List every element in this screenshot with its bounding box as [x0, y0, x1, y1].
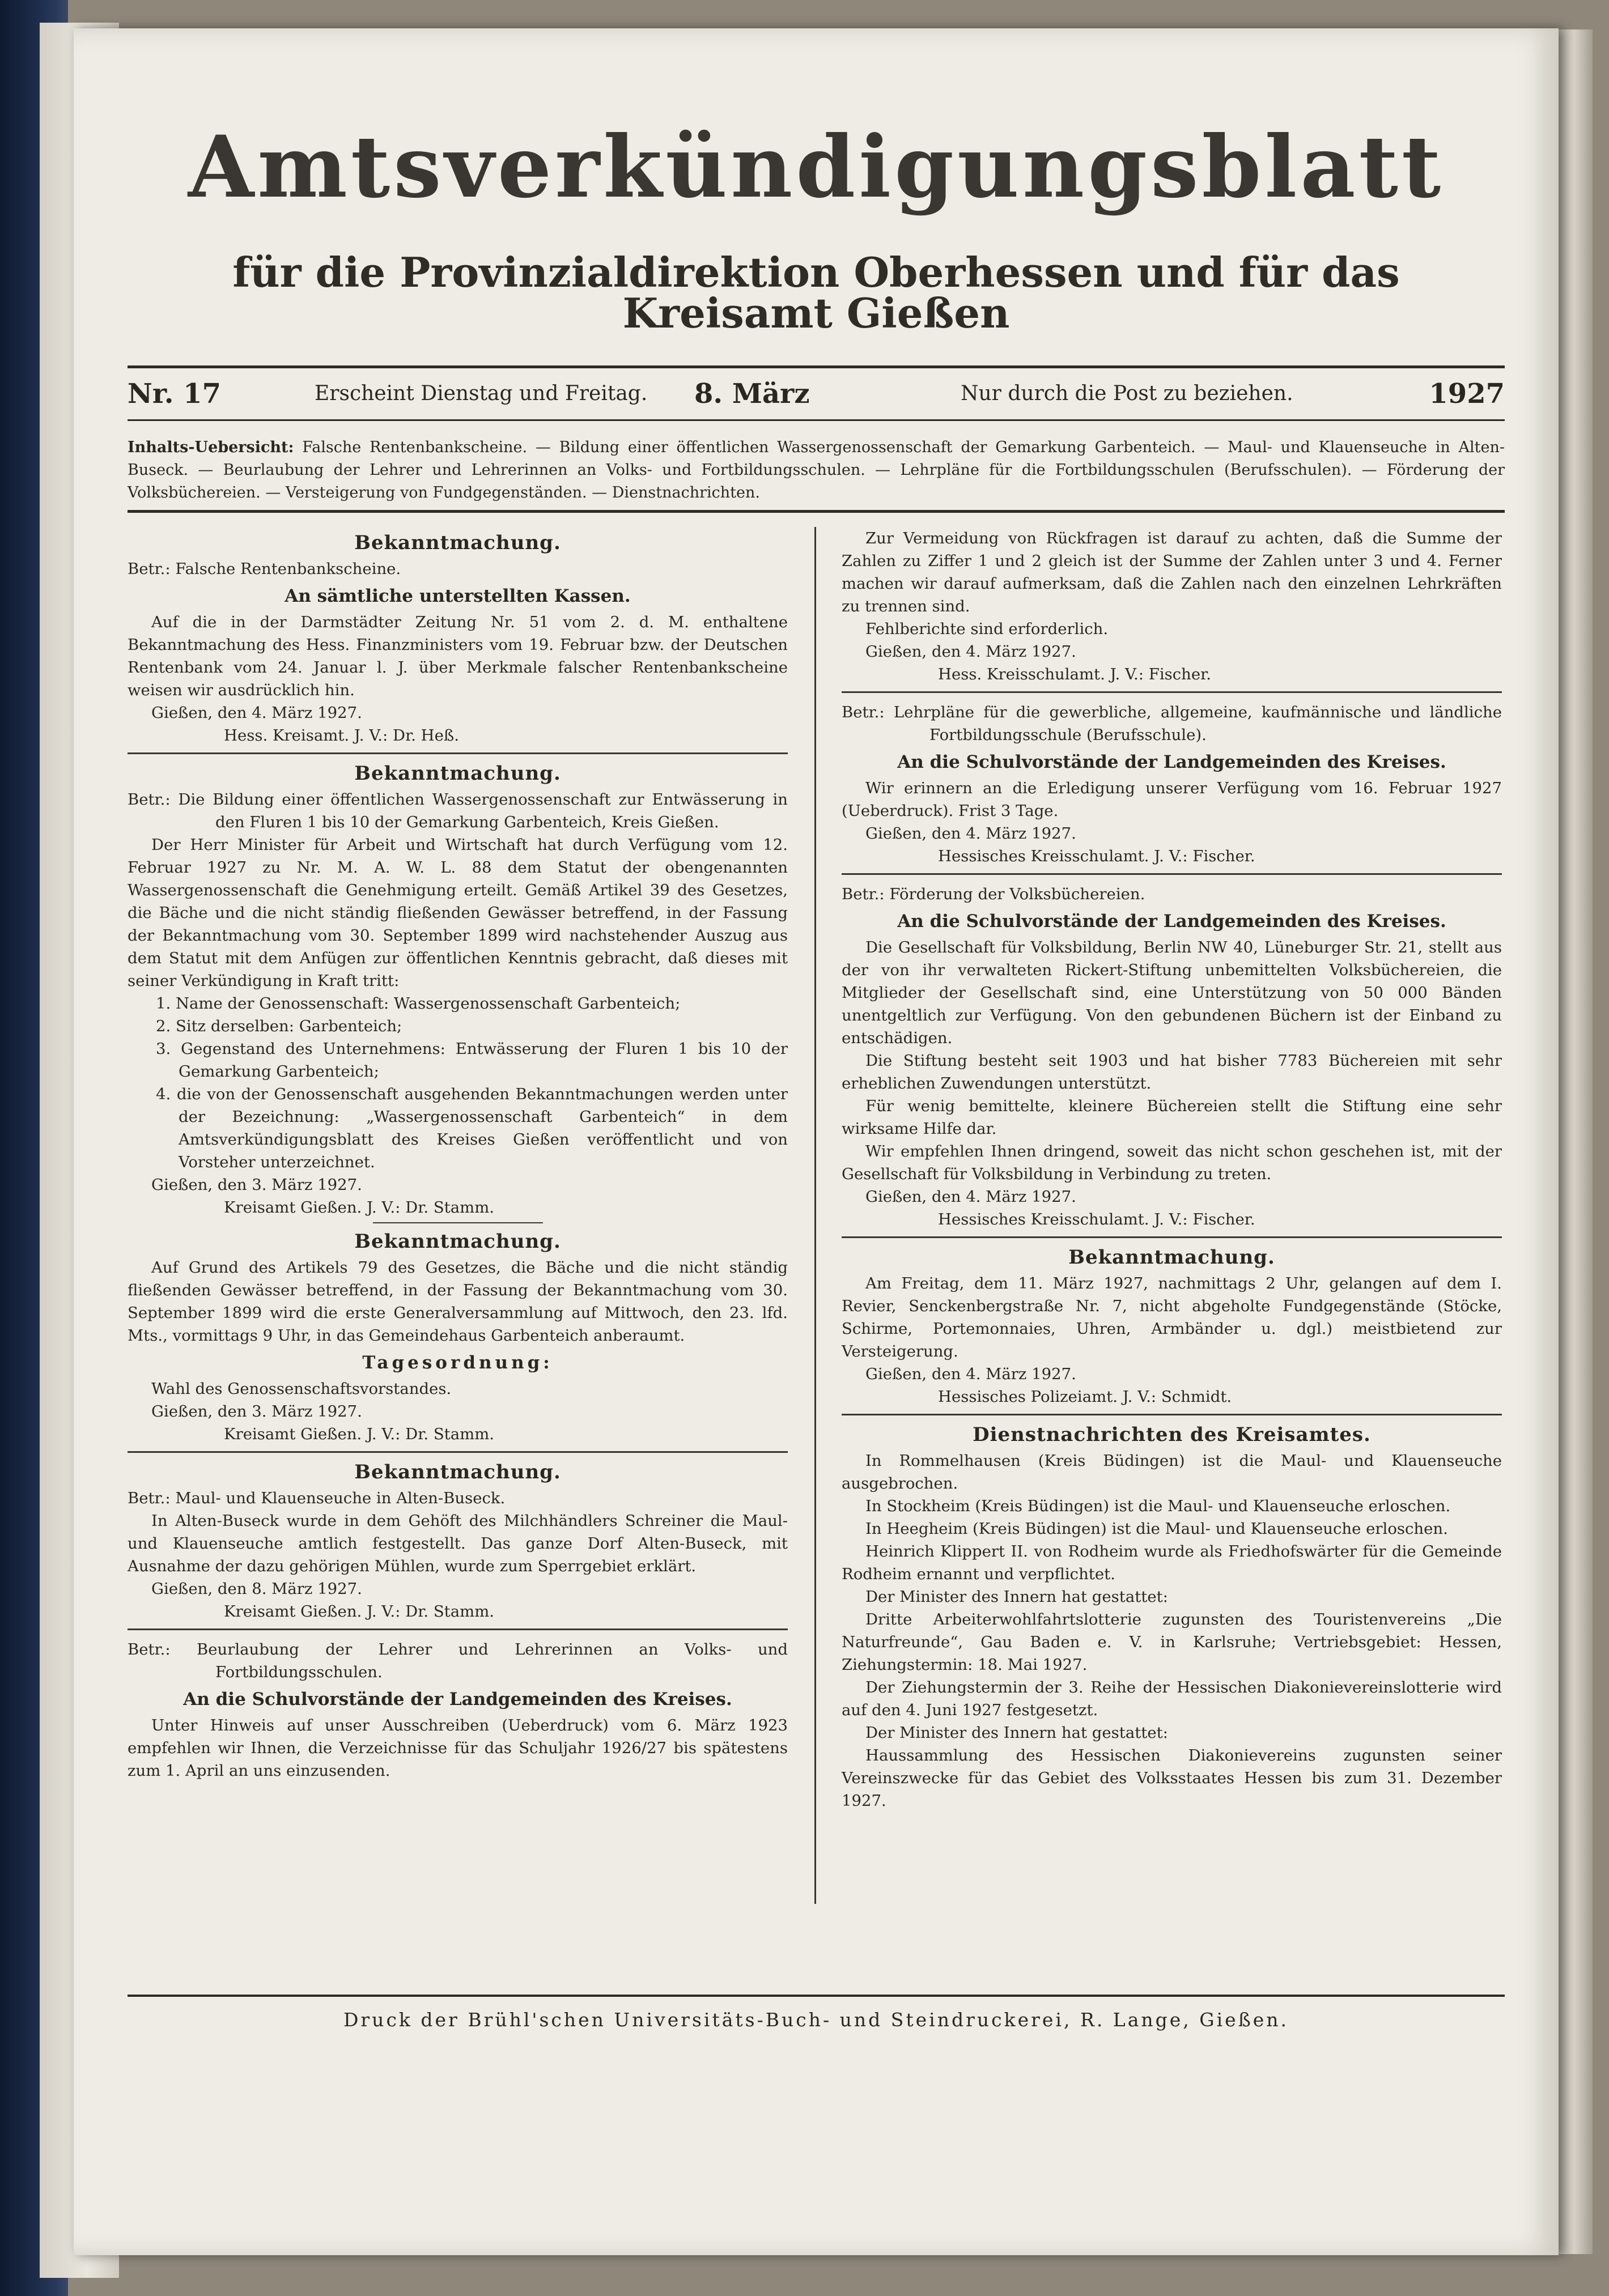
article-place-date: Gießen, den 4. März 1927.: [865, 824, 1076, 843]
footer-rule: [128, 1995, 1505, 1997]
article-rule: [842, 1236, 1502, 1238]
article-body: Zur Vermeidung von Rückfragen ist darauf zu achten, daß die Summe der Zahlen zu Ziffer 1 und 2 gleich ist der Summe der Zahlen unter 3 und 4. Ferner machen wir darauf aufmerksam, daß die Zahlen nach den einzelnen Lehrkräften zu trennen sind.: [842, 529, 1502, 615]
short-rule: [373, 1222, 543, 1223]
page-stack-edge: [1556, 29, 1593, 2254]
article-signature: Hess. Kreisschulamt. J. V.: Fischer.: [938, 665, 1211, 683]
article-rule: [842, 1414, 1502, 1415]
article-body: Dritte Arbeiterwohlfahrtslotterie zugunsten des Touristenvereins „Die Naturfreunde“, Gau Baden e. V. in Karlsruhe; Vertriebsgebiet: Hessen, Ziehungstermin: 18. Mai 1927.: [842, 1610, 1502, 1674]
list-item: In Heegheim (Kreis Büdingen) ist die Maul- und Klauenseuche erloschen.: [865, 1520, 1448, 1538]
list-item: In Rommelhausen (Kreis Büdingen) ist die Maul- und Klauenseuche ausgebrochen.: [842, 1452, 1502, 1493]
article-signature: Hessisches Polizeiamt. J. V.: Schmidt.: [938, 1388, 1232, 1406]
article-body: Unter Hinweis auf unser Ausschreiben (Ueberdruck) vom 6. März 1923 empfehlen wir Ihnen, die Verzeichnisse für das Schuljahr 1926/27 bis spätestens zum 1. April an uns einzusenden.: [128, 1716, 788, 1780]
article-rule: [128, 1451, 788, 1453]
article-subject: Betr.: Maul- und Klauenseuche in Alten-Buseck.: [128, 1489, 506, 1507]
article-subject: Betr.: Beurlaubung der Lehrer und Lehrerinnen an Volks- und Fortbildungsschulen.: [128, 1640, 788, 1681]
article-place-date: Gießen, den 4. März 1927.: [865, 1365, 1076, 1383]
article-signature: Kreisamt Gießen. J. V.: Dr. Stamm.: [224, 1198, 495, 1217]
article-subject: Betr.: Lehrpläne für die gewerbliche, allgemeine, kaufmännische und ländliche Fortbildungsschule (Berufsschule).: [842, 703, 1502, 744]
article-subject: Betr.: Förderung der Volksbüchereien.: [842, 885, 1145, 903]
article-heading: Bekanntmachung.: [354, 1230, 561, 1253]
issue-line: [128, 374, 1505, 414]
issue-schedule: Erscheint Dienstag und Freitag.: [315, 382, 648, 405]
article-addressee: An die Schulvorstände der Landgemeinden des Kreises.: [183, 1689, 732, 1710]
article-heading: Dienstnachrichten des Kreisamtes.: [973, 1423, 1371, 1446]
list-item: 4. die von der Genossenschaft ausgehenden Bekanntmachungen werden unter der Bezeichnung: „Wassergenossenschaft Garbenteich“ in dem Amtsverkündigungsblatt des Kreises Gießen veröffentlicht und von Vorsteher unterzeichnet.: [156, 1085, 788, 1171]
left-column: [128, 527, 788, 1782]
masthead-subtitle: für die Provinzialdirektion Oberhessen und für das Kreisamt Gießen: [232, 248, 1400, 337]
article-note: Fehlberichte sind erforderlich.: [865, 620, 1109, 638]
article-addressee: An die Schulvorstände der Landgemeinden des Kreises.: [897, 911, 1446, 932]
article-place-date: Gießen, den 4. März 1927.: [865, 1188, 1076, 1206]
masthead-title: Amtsverkündigungsblatt: [188, 117, 1445, 217]
article-heading: Bekanntmachung.: [1068, 1246, 1275, 1269]
agenda-text: Wahl des Genossenschaftsvorstandes.: [151, 1380, 452, 1398]
agenda-heading: Tagesordnung:: [362, 1353, 553, 1373]
list-item: 2. Sitz derselben: Garbenteich;: [156, 1017, 402, 1035]
issue-year: 1927: [1429, 378, 1505, 410]
article-rule: [128, 752, 788, 754]
article-place-date: Gießen, den 3. März 1927.: [151, 1176, 362, 1194]
article-rule: [842, 873, 1502, 875]
masthead-rule: [128, 365, 1505, 368]
column-divider: [814, 527, 816, 1904]
minister-note: Der Minister des Innern hat gestattet:: [865, 1588, 1168, 1606]
article-signature: Hessisches Kreisschulamt. J. V.: Fischer.: [938, 847, 1255, 865]
article-signature: Kreisamt Gießen. J. V.: Dr. Stamm.: [224, 1425, 495, 1443]
article-place-date: Gießen, den 4. März 1927.: [865, 643, 1076, 661]
article-place-date: Gießen, den 8. März 1927.: [151, 1580, 362, 1598]
article-heading: Bekanntmachung.: [354, 1461, 561, 1483]
article-signature: Hess. Kreisamt. J. V.: Dr. Heß.: [224, 726, 460, 745]
article-place-date: Gießen, den 3. März 1927.: [151, 1402, 362, 1421]
article-body: Wir erinnern an die Erledigung unserer Verfügung vom 16. Februar 1927 (Ueberdruck). Frist 3 Tage.: [842, 779, 1502, 820]
article-heading: Bekanntmachung.: [354, 762, 561, 785]
toc-label: Inhalts-Uebersicht:: [128, 439, 294, 456]
issue-delivery: Nur durch die Post zu beziehen.: [961, 382, 1293, 405]
article-body: Auf Grund des Artikels 79 des Gesetzes, die Bäche und die nicht ständig fließenden Gewässer betreffend, in der Fassung der Bekanntmachung vom 30. September 1899 wird die erste Generalversammlung auf Mittwoch, den 23. lfd. Mts., vormittags 9 Uhr, in das Gemeindehaus Garbenteich anberaumt.: [128, 1258, 788, 1345]
table-of-contents: [128, 436, 1505, 504]
issue-date: 8. März: [694, 378, 810, 410]
list-item: In Stockheim (Kreis Büdingen) ist die Maul- und Klauenseuche erloschen.: [865, 1497, 1451, 1515]
article-addressee: An die Schulvorstände der Landgemeinden des Kreises.: [897, 752, 1446, 772]
list-item: 1. Name der Genossenschaft: Wassergenossenschaft Garbenteich;: [156, 994, 681, 1013]
article-body: Für wenig bemittelte, kleinere Büchereien stellt die Stiftung eine sehr wirksame Hilfe dar.: [842, 1097, 1502, 1138]
article-body: In Alten-Buseck wurde in dem Gehöft des Milchhändlers Schreiner die Maul- und Klauenseuche amtlich festgestellt. Das ganze Dorf Alten-Buseck, mit Ausnahme der dazu gehörigen Mühlen, wurde zum Sperrgebiet erklärt.: [128, 1512, 788, 1575]
article-signature: Kreisamt Gießen. J. V.: Dr. Stamm.: [224, 1602, 495, 1621]
newspaper-page: [74, 28, 1559, 2255]
article-subject: Betr.: Die Bildung einer öffentlichen Wassergenossenschaft zur Entwässerung in den Fluren 1 bis 10 der Gemarkung Garbenteich, Kreis Gießen.: [128, 790, 788, 831]
printer-imprint: Druck der Brühl'schen Universitäts-Buch- und Steindruckerei, R. Lange, Gießen.: [343, 2009, 1289, 2031]
article-body: Wir empfehlen Ihnen dringend, soweit das nicht schon geschehen ist, mit der Gesellschaft für Volksbildung in Verbindung zu treten.: [842, 1142, 1502, 1183]
article-rule: [842, 691, 1502, 693]
article-body: Am Freitag, dem 11. März 1927, nachmittags 2 Uhr, gelangen auf dem I. Revier, Senckenbergstraße Nr. 7, nicht abgeholte Fundgegenstände (Stöcke, Schirme, Portemonnaies, Uhren, Armbänder u. dgl.) meistbietend zur Versteigerung.: [842, 1274, 1502, 1360]
article-body: Die Gesellschaft für Volksbildung, Berlin NW 40, Lüneburger Str. 21, stellt aus der von ihr verwalteten Rickert-Stiftung unbemittelten Volksbüchereien, die Mitglieder der Gesellschaft sind, eine Unterstützung von 50 000 Bänden unentgeltlich zur Verfügung. Von den gebundenen Büchern ist der Einband zu entschädigen.: [842, 938, 1502, 1047]
toc-rule: [128, 510, 1505, 513]
article-addressee: An sämtliche unterstellten Kassen.: [285, 586, 631, 606]
article-body: Haussammlung des Hessischen Diakonievereins zugunsten seiner Vereinszwecke für das Gebiet des Volksstaates Hessen bis zum 31. Dezember 1927.: [842, 1746, 1502, 1810]
issue-number: Nr. 17: [128, 378, 221, 410]
article-signature: Hessisches Kreisschulamt. J. V.: Fischer.: [938, 1210, 1255, 1228]
toc-text: Falsche Rentenbankscheine. — Bildung einer öffentlichen Wassergenossenschaft der Gemarkung Garbenteich. — Maul- und Klauenseuche in Alten-Buseck. — Beurlaubung der Lehrer und Lehrerinnen an Volks- und Fortbildungsschulen. — Lehrpläne für die Fortbildungsschulen (Berufsschulen). — Förderung der Volksbüchereien. — Versteigerung von Fundgegenständen. — Dienstnachrichten.: [128, 439, 1505, 501]
article-body: Die Stiftung besteht seit 1903 und hat bisher 7783 Büchereien mit sehr erheblichen Zuwendungen unterstützt.: [842, 1052, 1502, 1092]
article-subject: Betr.: Falsche Rentenbankscheine.: [128, 560, 401, 578]
list-item: 3. Gegenstand des Unternehmens: Entwässerung der Fluren 1 bis 10 der Gemarkung Garbenteich;: [156, 1040, 788, 1081]
article-body: Der Herr Minister für Arbeit und Wirtschaft hat durch Verfügung vom 12. Februar 1927 zu Nr. M. A. W. L. 88 dem Statut der obengenannten Wassergenossenschaft die Genehmigung erteilt. Gemäß Artikel 39 des Gesetzes, die Bäche und die nicht ständig fließenden Gewässer betreffend, in der Fassung der Bekanntmachung vom 30. September 1899 wird nachstehender Auszug aus dem Statut mit dem Anfügen zur öffentlichen Kenntnis gebracht, daß dieses mit seiner Verkündigung in Kraft tritt:: [128, 836, 788, 990]
issue-rule: [128, 419, 1505, 421]
minister-note: Der Minister des Innern hat gestattet:: [865, 1724, 1168, 1742]
article-body: Der Ziehungstermin der 3. Reihe der Hessischen Diakonievereinslotterie wird auf den 4. Juni 1927 festgesetzt.: [842, 1678, 1502, 1719]
article-rule: [128, 1629, 788, 1630]
article-heading: Bekanntmachung.: [354, 532, 561, 554]
article-body: Auf die in der Darmstädter Zeitung Nr. 51 vom 2. d. M. enthaltene Bekanntmachung des Hess. Finanzministers vom 19. Februar bzw. der Deutschen Rentenbank vom 24. Januar l. J. über Merkmale falscher Rentenbankscheine weisen wir ausdrücklich hin.: [128, 613, 788, 699]
right-column: [842, 527, 1502, 1812]
article-place-date: Gießen, den 4. März 1927.: [151, 704, 362, 722]
list-item: Heinrich Klippert II. von Rodheim wurde als Friedhofswärter für die Gemeinde Rodheim ernannt und verpflichtet.: [842, 1542, 1502, 1583]
